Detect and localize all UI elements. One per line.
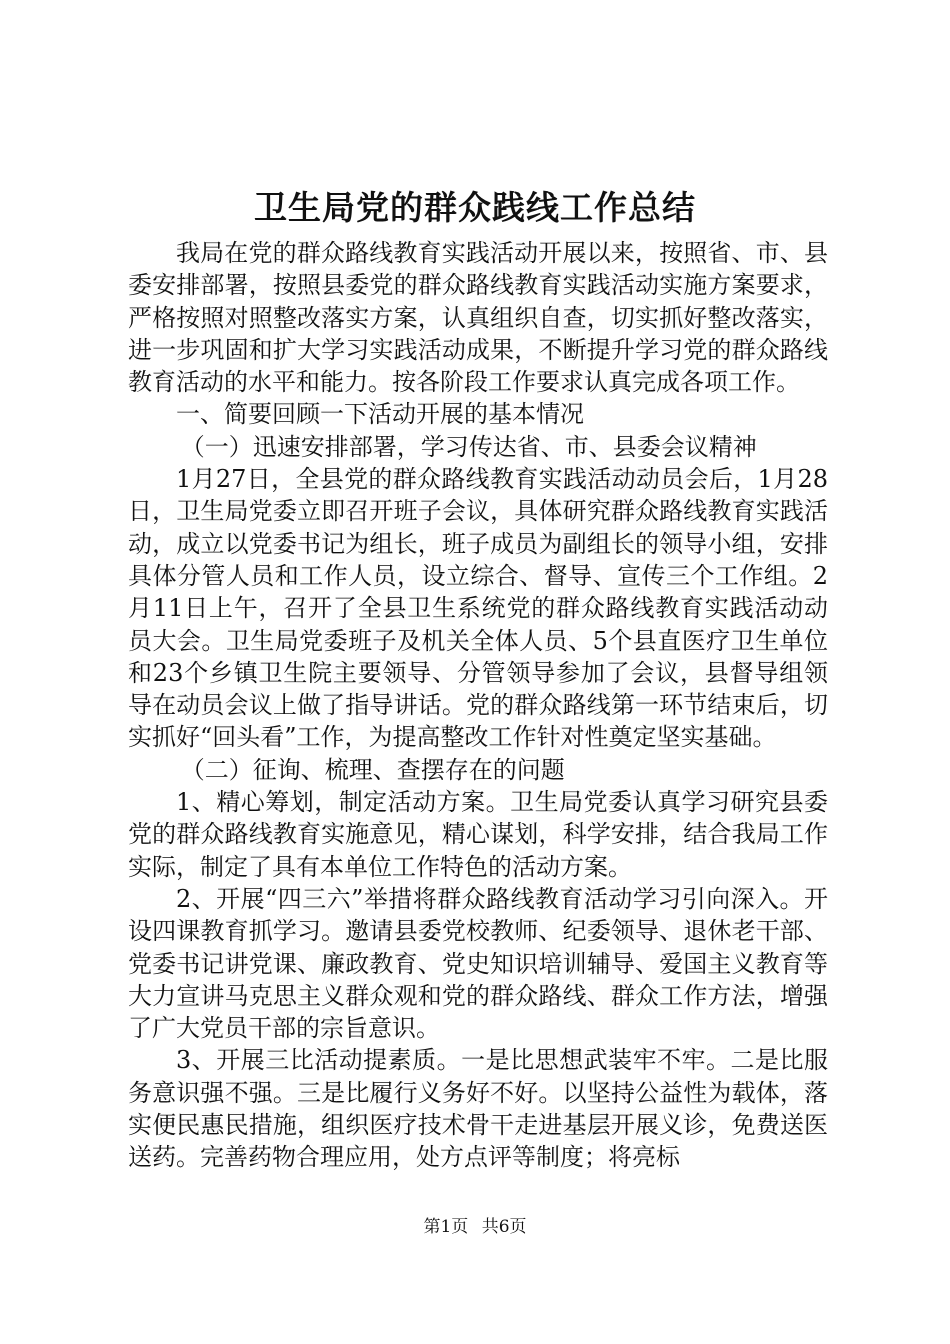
page-footer — [0, 1216, 950, 1238]
paragraph-item-3: 3、开展三比活动提素质。一是比思想武装牢不牢。二是比服务意识强不强。三是比履行义务好不好。以坚持公益性为载体，落实便民惠民措施，组织医疗技术骨干走进基层开展义诊，免费送医送药。完善药物合理应用，处方点评等制度；将亮标 — [128, 1046, 828, 1172]
document-body — [128, 237, 828, 1174]
page-title: 卫生局党的群众践线工作总结 — [254, 188, 696, 227]
paragraph-deployment: 1月27日，全县党的群众路线教育实践活动动员会后，1月28日，卫生局党委立即召开班子会议，具体研究群众路线教育实践活动，成立以党委书记为组长，班子成员为副组长的领导小组，安排具体分管人员和工作人员，设立综合、督导、宣传三个工作组。2月11日上午，召开了全县卫生系统党的群众路线教育实践活动动员大会。卫生局党委班子及机关全体人员、5个县直医疗卫生单位和23个乡镇卫生院主要领导、分管领导参加了会议，县督导组领导在动员会议上做了指导讲话。党的群众路线第一环节结束后，切实抓好“回头看”工作，为提高整改工作针对性奠定坚实基础。 — [128, 465, 828, 752]
subsection-heading: （二）征询、梳理、查摆存在的问题 — [180, 755, 565, 784]
page-total: 共6页 — [481, 1217, 527, 1237]
section-heading: 一、简要回顾一下活动开展的基本情况 — [176, 400, 584, 429]
subsection-heading: （一）迅速安排部署，学习传达省、市、县委会议精神 — [180, 432, 757, 461]
paragraph-item-2: 2、开展“四三六”举措将群众路线教育活动学习引向深入。开设四课教育抓学习。邀请县委党校教师、纪委领导、退休老干部、党委书记讲党课、廉政教育、党史知识培训辅导、爱国主义教育等大力宣讲马克思主义群众观和党的群众路线、群众工作方法，增强了广大党员干部的宗旨意识。 — [128, 884, 828, 1043]
paragraph-intro: 我局在党的群众路线教育实践活动开展以来，按照省、市、县委安排部署，按照县委党的群众路线教育实践活动实施方案要求，严格按照对照整改落实方案，认真组织自查，切实抓好整改落实，进一步巩固和扩大学习实践活动成果，不断提升学习党的群众路线教育活动的水平和能力。按各阶段工作要求认真完成各项工作。 — [128, 239, 828, 397]
paragraph-item-1: 1、精心筹划，制定活动方案。卫生局党委认真学习研究县委党的群众路线教育实施意见，精心谋划，科学安排，结合我局工作实际，制定了具有本单位工作特色的活动方案。 — [128, 788, 828, 881]
page-number: 第1页 — [423, 1217, 469, 1237]
